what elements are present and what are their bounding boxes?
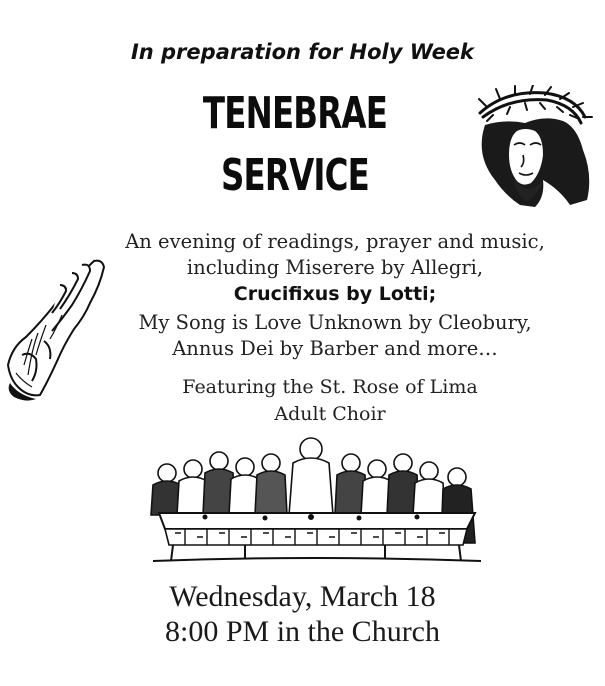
description-line-3: Crucifixus by Lotti; <box>233 283 437 305</box>
event-date: Wednesday, March 18 <box>169 580 436 613</box>
event-time-location: 8:00 PM in the Church <box>165 615 440 648</box>
description-line-4: My Song is Love Unknown by Cleobury, <box>138 311 532 334</box>
event-subtitle: In preparation for Holy Week <box>130 40 475 64</box>
featuring-line-1: Featuring the St. Rose of Lima <box>182 376 478 398</box>
description-line-5: Annus Dei by Barber and more… <box>172 337 498 360</box>
description-line-2: including Miserere by Allegri, <box>186 256 484 279</box>
last-supper-illustration <box>145 433 485 568</box>
description-line-1: An evening of readings, prayer and music, <box>125 230 545 253</box>
title-tenebrae: TENEBRAE <box>202 88 388 139</box>
jesus-crown-of-thorns-icon <box>465 85 595 215</box>
featuring-line-2: Adult Choir <box>274 403 386 425</box>
title-service: SERVICE <box>220 150 370 201</box>
